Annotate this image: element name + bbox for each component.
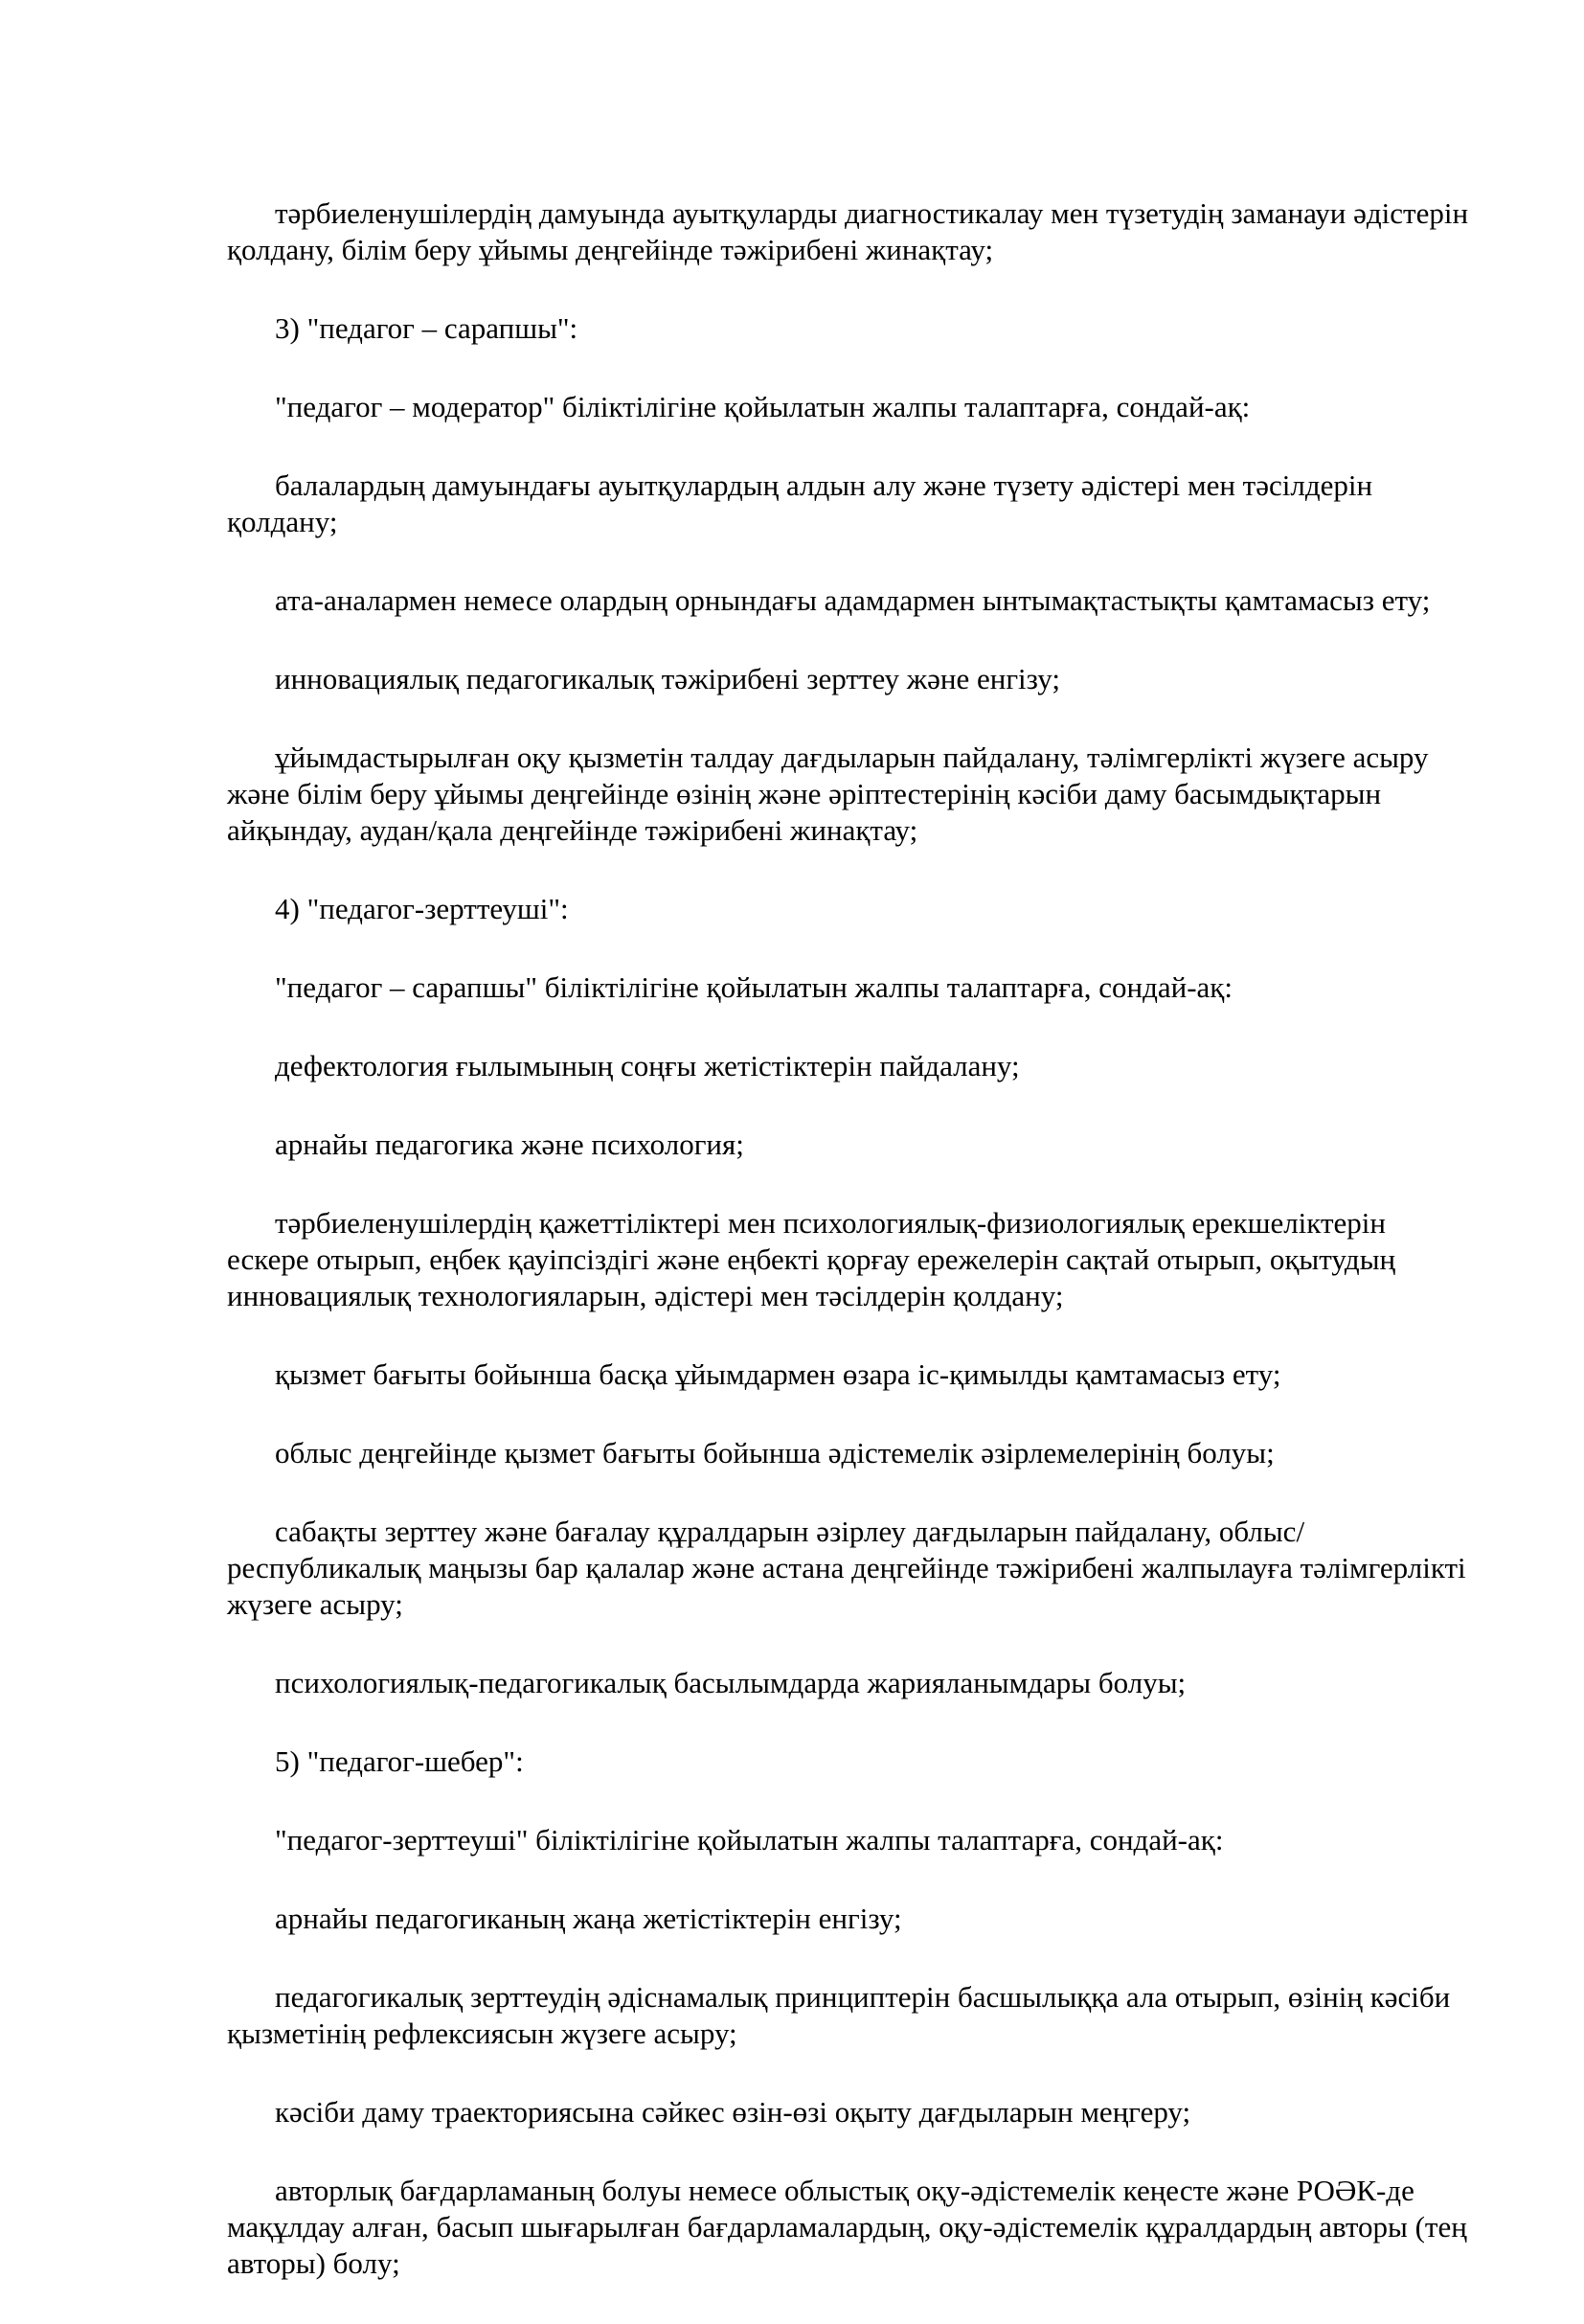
paragraph: кәсіби даму траекториясына сәйкес өзін-өзі оқыту дағдыларын меңгеру;	[275, 2095, 1191, 2129]
paragraph: сабақты зерттеу және бағалау құралдарын әзірлеу дағдыларын пайдалану, облыс/республикалық маңызы бар қалалар және астана деңгейінде тәжірибені жалпылауға тәлімгерлікті жүзеге асыру;	[227, 1515, 1466, 1621]
paragraph: инновациялық педагогикалық тәжірибені зерттеу және енгізу;	[275, 662, 1060, 695]
paragraph: "педагог – модератор" біліктілігіне қойылатын жалпы талаптарға, сондай-ақ:	[275, 390, 1251, 423]
paragraph: психологиялық-педагогикалық басылымдарда жарияланымдары болуы;	[275, 1666, 1187, 1699]
paragraph: дефектология ғылымының соңғы жетістіктерін пайдалану;	[275, 1049, 1020, 1082]
paragraph: "педагог-зерттеуші" біліктілігіне қойылатын жалпы талаптарға, сондай-ақ:	[275, 1823, 1224, 1857]
paragraph: арнайы педагогиканың жаңа жетістіктерін енгізу;	[275, 1902, 902, 1935]
paragraph: тәрбиеленушілердің дамуында ауытқуларды диагностикалау мен түзетудің заманауи әдістерін қолдану, білім беру ұйымы деңгейінде тәжірибені жинақтау;	[227, 196, 1469, 266]
paragraph: педагогикалық зерттеудің әдіснамалық принциптерін басшылыққа ала отырып, өзінің кәсіби қызметінің рефлексиясын жүзеге асыру;	[227, 1980, 1451, 2050]
paragraph: "педагог – сарапшы" біліктілігіне қойылатын жалпы талаптарға, сондай-ақ:	[275, 970, 1233, 1004]
paragraph: 3) "педагог – сарапшы":	[275, 311, 578, 345]
paragraph: ата-аналармен немесе олардың орнындағы адамдармен ынтымақтастықты қамтамасыз ету;	[275, 583, 1431, 617]
paragraph: ұйымдастырылған оқу қызметін талдау дағдыларын пайдалану, тәлімгерлікті жүзеге асыру және білім беру ұйымы деңгейінде өзінің және әріптестерінің кәсіби даму басымдықтарын айқындау, аудан/қала деңгейінде тәжірибені жинақтау;	[227, 740, 1429, 847]
paragraph: арнайы педагогика және психология;	[275, 1128, 744, 1161]
paragraph: авторлық бағдарламаның болуы немесе облыстық оқу-әдістемелік кеңесте және РОӘК-де мақұлдау алған, басып шығарылған бағдарламалардың, оқу-әдістемелік құралдардың авторы (тең авторы) болу;	[227, 2174, 1467, 2280]
document-body	[227, 195, 1472, 2324]
paragraph: қызмет бағыты бойынша басқа ұйымдармен өзара іс-қимылды қамтамасыз ету;	[275, 1357, 1281, 1391]
paragraph: облыс деңгейінде қызмет бағыты бойынша әдістемелік әзірлемелерінің болуы;	[275, 1436, 1275, 1470]
paragraph: балалардың дамуындағы ауытқулардың алдын алу және түзету әдістері мен тәсілдерін қолдану;	[227, 468, 1373, 538]
paragraph: 4) "педагог-зерттеуші":	[275, 892, 569, 925]
paragraph: тәрбиеленушілердің қажеттіліктері мен психологиялық-физиологиялық ерекшеліктерін ескере отырып, еңбек қауіпсіздігі және еңбекті қорғау ережелерін сақтай отырып, оқытудың инновациялық технологияларын, әдістері мен тәсілдерін қолдану;	[227, 1206, 1396, 1312]
paragraph: 5) "педагог-шебер":	[275, 1744, 524, 1778]
